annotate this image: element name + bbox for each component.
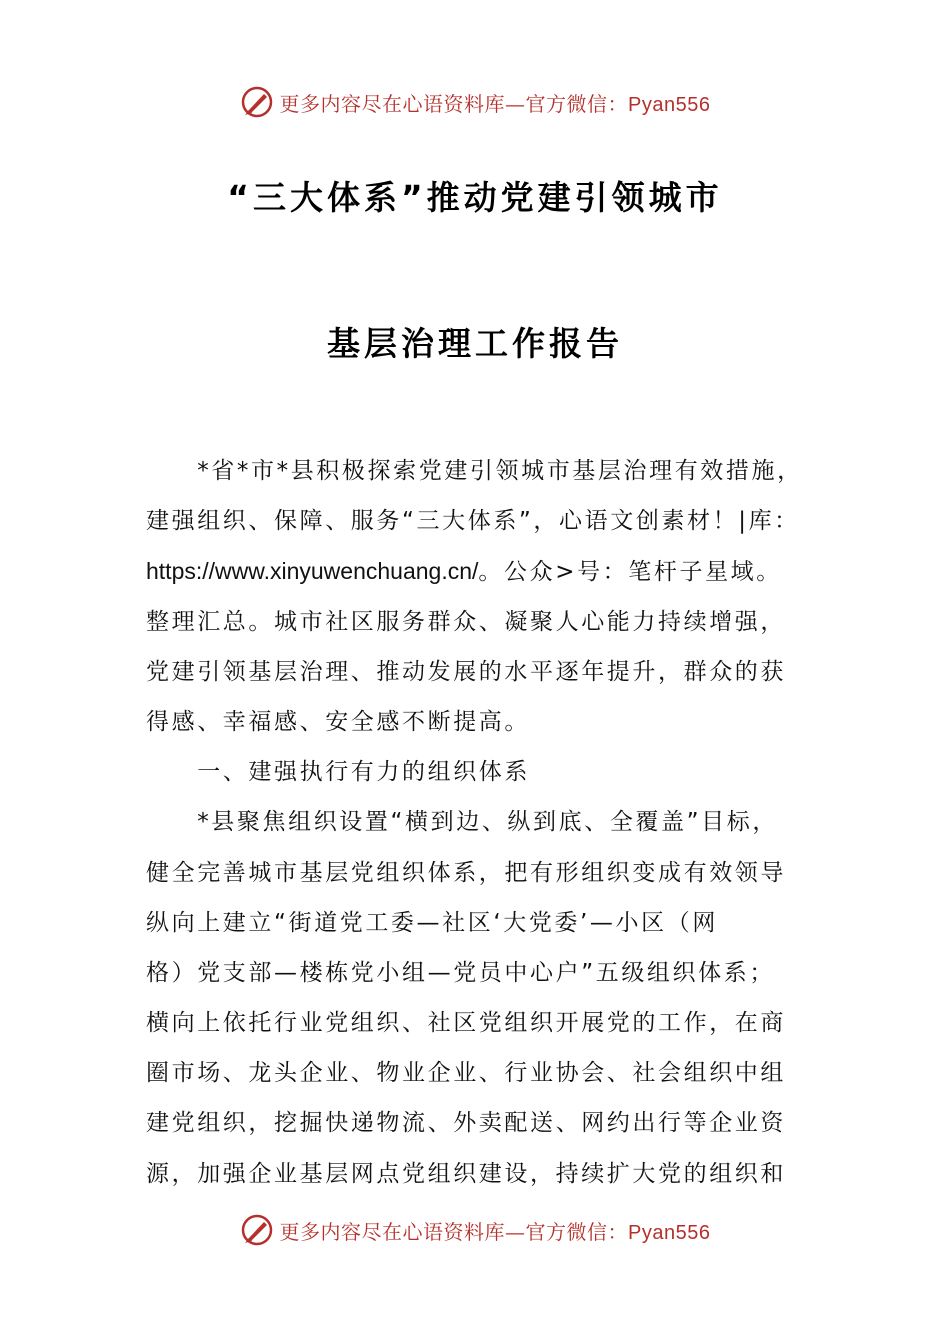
- section-heading: 一、建强执行有力的组织体系: [197, 759, 531, 786]
- header-watermark-banner: [0, 82, 950, 122]
- body-line: 圈市场、龙头企业、物业企业、行业协会、社会组织中组: [146, 1060, 786, 1087]
- body-line: 建党组织，挖掘快递物流、外卖配送、网约出行等企业资: [146, 1110, 786, 1137]
- body-line: 党建引领基层治理、推动发展的水平逐年提升，群众的获: [146, 658, 786, 685]
- body-line: 格）党支部—楼栋党小组—党员中心户”五级组织体系；: [146, 959, 775, 986]
- body-line: 横向上依托行业党组织、社区党组织开展党的工作，在商: [146, 1010, 786, 1037]
- pen-circle-logo-icon: [240, 1213, 274, 1247]
- body-line: *县聚焦组织设置“横到边、纵到底、全覆盖”目标，: [197, 809, 778, 836]
- document-title-line1: “三大体系”推动党建引领城市: [227, 178, 723, 217]
- body-line: 健全完善城市基层党组织体系，把有形组织变成有效领导: [146, 859, 786, 886]
- body-line: *省*市*县积极探索党建引领城市基层治理有效措施，: [197, 458, 803, 484]
- banner-text: 更多内容尽在心语资料库—官方微信：Pyan556: [279, 1219, 711, 1244]
- body-line: 得感、幸福感、安全感不断提高。: [146, 708, 530, 735]
- document-body: [146, 446, 806, 1199]
- source-url: https://www.xinyuwenchuang.cn/: [146, 558, 479, 585]
- body-line: 建强组织、保障、服务“三大体系”，心语文创素材！|库：: [146, 508, 800, 535]
- pen-circle-logo-icon: [240, 85, 274, 119]
- body-line: 整理汇总。城市社区服务群众、凝聚人心能力持续增强，: [146, 608, 786, 635]
- footer-watermark-banner: [0, 1210, 950, 1250]
- body-line: https://www.xinyuwenchuang.cn/。公众>号：笔杆子星域。: [146, 558, 782, 586]
- body-line: 纵向上建立“街道党工委—社区‘大党委’—小区（网: [146, 909, 718, 936]
- document-title-line2: 基层治理工作报告: [327, 324, 623, 363]
- banner-text: 更多内容尽在心语资料库—官方微信：Pyan556: [279, 91, 711, 116]
- body-line: 源，加强企业基层网点党组织建设，持续扩大党的组织和: [146, 1160, 786, 1187]
